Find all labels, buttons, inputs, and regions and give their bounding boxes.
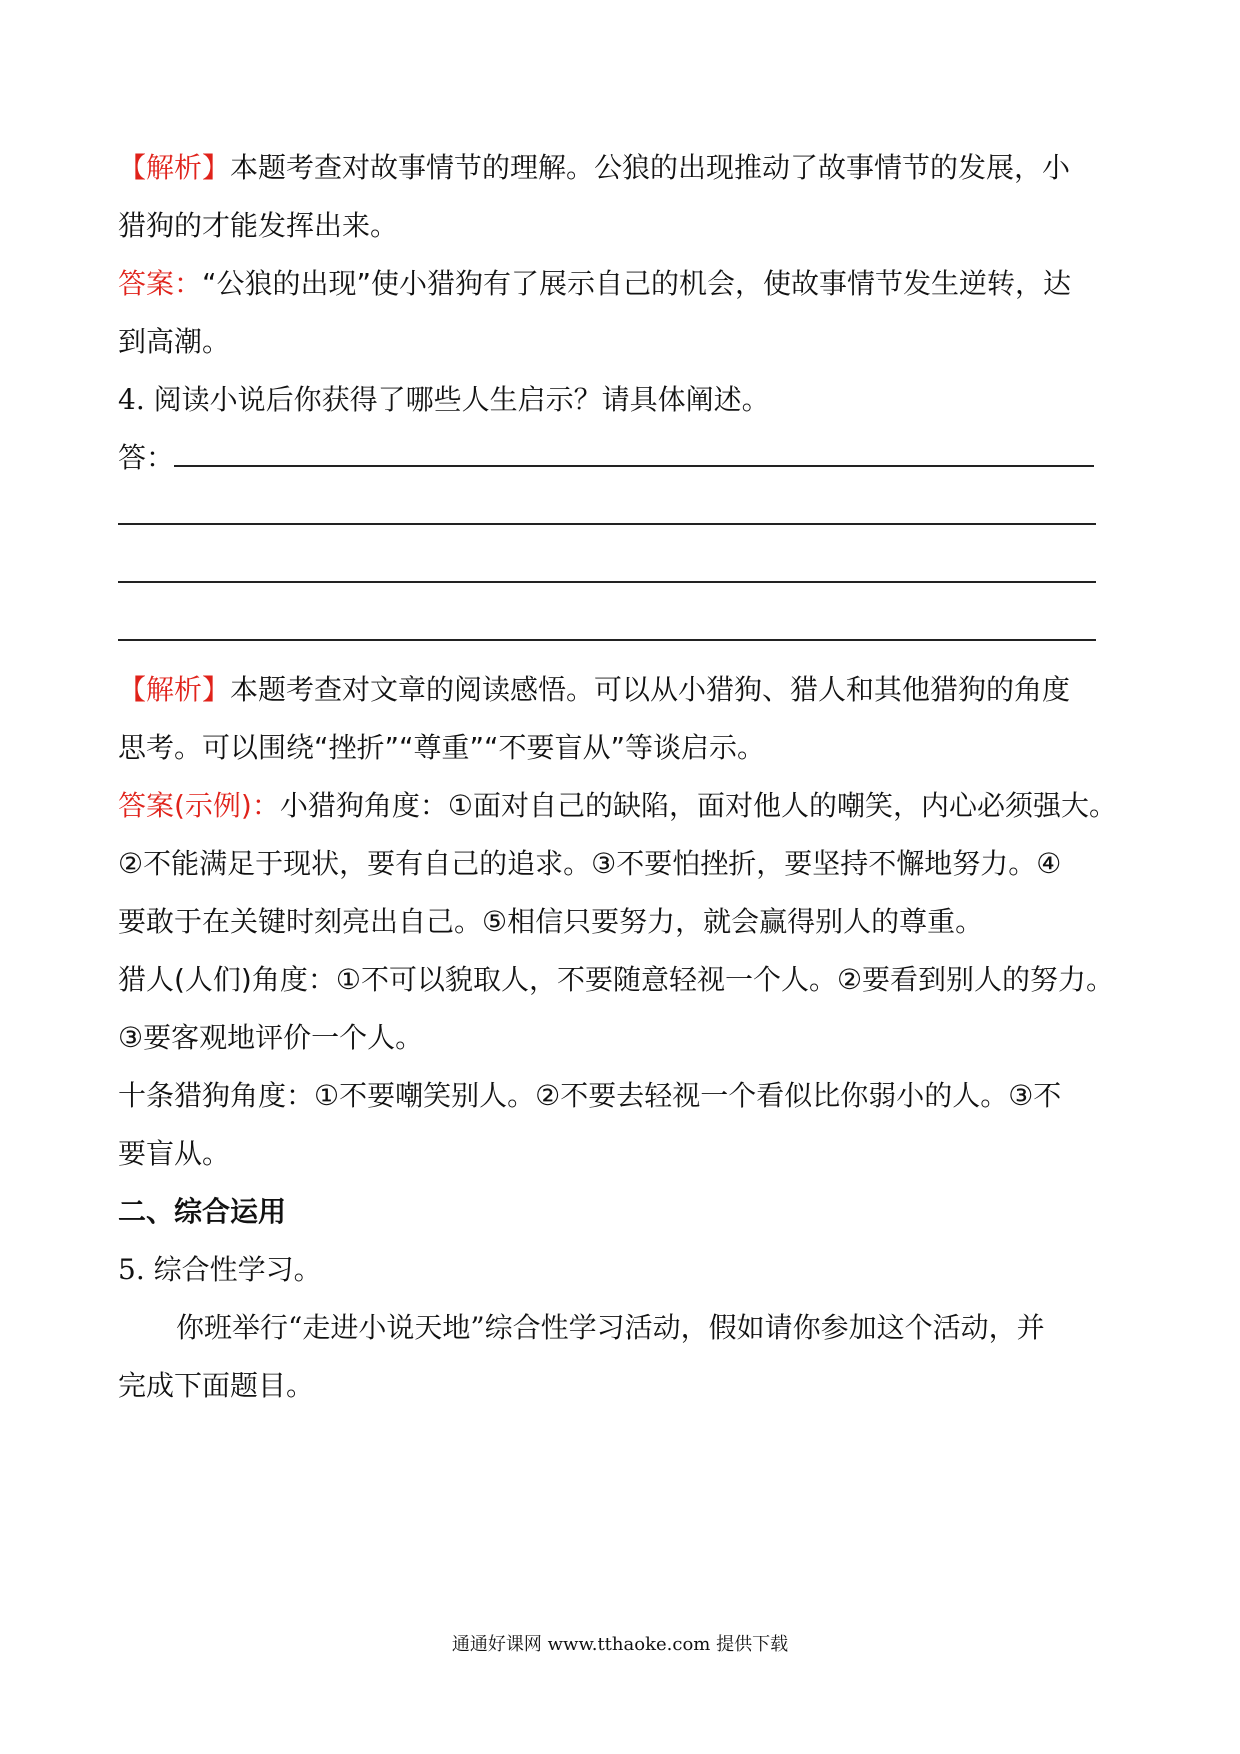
q3-analysis-tag: 【解析】	[118, 151, 231, 184]
q4-answer-tag: 答案(示例)：	[118, 789, 280, 822]
q4-analysis-text: 本题考查对文章的阅读感悟。可以从小猎狗、猎人和其他猎狗的角度	[230, 673, 1071, 706]
q4-answer-blank-line-2	[118, 496, 1128, 536]
q4-analysis-line-1	[118, 670, 1128, 710]
q4-answer-line-1	[118, 786, 1128, 826]
q4-hunter-line-2: ③要客观地评价一个人。	[118, 1021, 424, 1054]
q4-question: 4. 阅读小说后你获得了哪些人生启示？请具体阐述。	[118, 383, 770, 416]
q3-answer-line-2: 到高潮。	[118, 325, 231, 358]
section-heading: 二、综合运用	[118, 1195, 287, 1228]
q5-prompt-line-1: 你班举行“走进小说天地”综合性学习活动，假如请你参加这个活动，并	[176, 1311, 1045, 1344]
q5-prompt-line-2: 完成下面题目。	[118, 1369, 315, 1402]
q4-answer-text: 小猎狗角度：①面对自己的缺陷，面对他人的嘲笑，内心必须强大。	[279, 789, 1117, 822]
q3-answer-text: “公狼的出现”使小猎狗有了展示自己的机会，使故事情节发生逆转，达	[202, 267, 1072, 300]
q4-answer-line-2: ②不能满足于现状，要有自己的追求。③不要怕挫折，要坚持不懈地努力。④	[118, 847, 1062, 880]
q4-answer-blank-line-4	[118, 612, 1128, 652]
answer-blank-2[interactable]	[118, 501, 1096, 525]
q4-analysis-line-2: 思考。可以围绕“挫折”“尊重”“不要盲从”等谈启示。	[118, 731, 766, 764]
answer-blank-3[interactable]	[118, 559, 1096, 583]
q3-analysis-line-1	[118, 148, 1128, 188]
q4-dogs-line-2: 要盲从。	[118, 1137, 231, 1170]
q4-analysis-tag: 【解析】	[118, 673, 231, 706]
q4-hunter-line-1: 猎人(人们)角度：①不可以貌取人，不要随意轻视一个人。②要看到别人的努力。	[118, 963, 1115, 996]
q4-dogs-line-1: 十条猎狗角度：①不要嘲笑别人。②不要去轻视一个看似比你弱小的人。③不	[118, 1079, 1062, 1112]
footer-text: 通通好课网 www.tthaoke.com 提供下载	[451, 1634, 789, 1655]
q4-answer-blank-line-3	[118, 554, 1128, 594]
q3-analysis-text: 本题考查对故事情节的理解。公狼的出现推动了故事情节的发展，小	[230, 151, 1071, 184]
q3-answer-line-1	[118, 264, 1128, 304]
q4-answer-blank-line-1	[118, 438, 1128, 478]
answer-blank-1[interactable]	[174, 443, 1094, 467]
answer-blank-4[interactable]	[118, 617, 1096, 641]
q5-title: 5. 综合性学习。	[118, 1253, 322, 1286]
q4-answer-line-3: 要敢于在关键时刻亮出自己。⑤相信只要努力，就会赢得别人的尊重。	[118, 905, 984, 938]
q4-answer-prefix: 答：	[118, 441, 175, 474]
q3-answer-tag: 答案：	[118, 267, 203, 300]
q3-analysis-line-2: 猎狗的才能发挥出来。	[118, 209, 399, 242]
